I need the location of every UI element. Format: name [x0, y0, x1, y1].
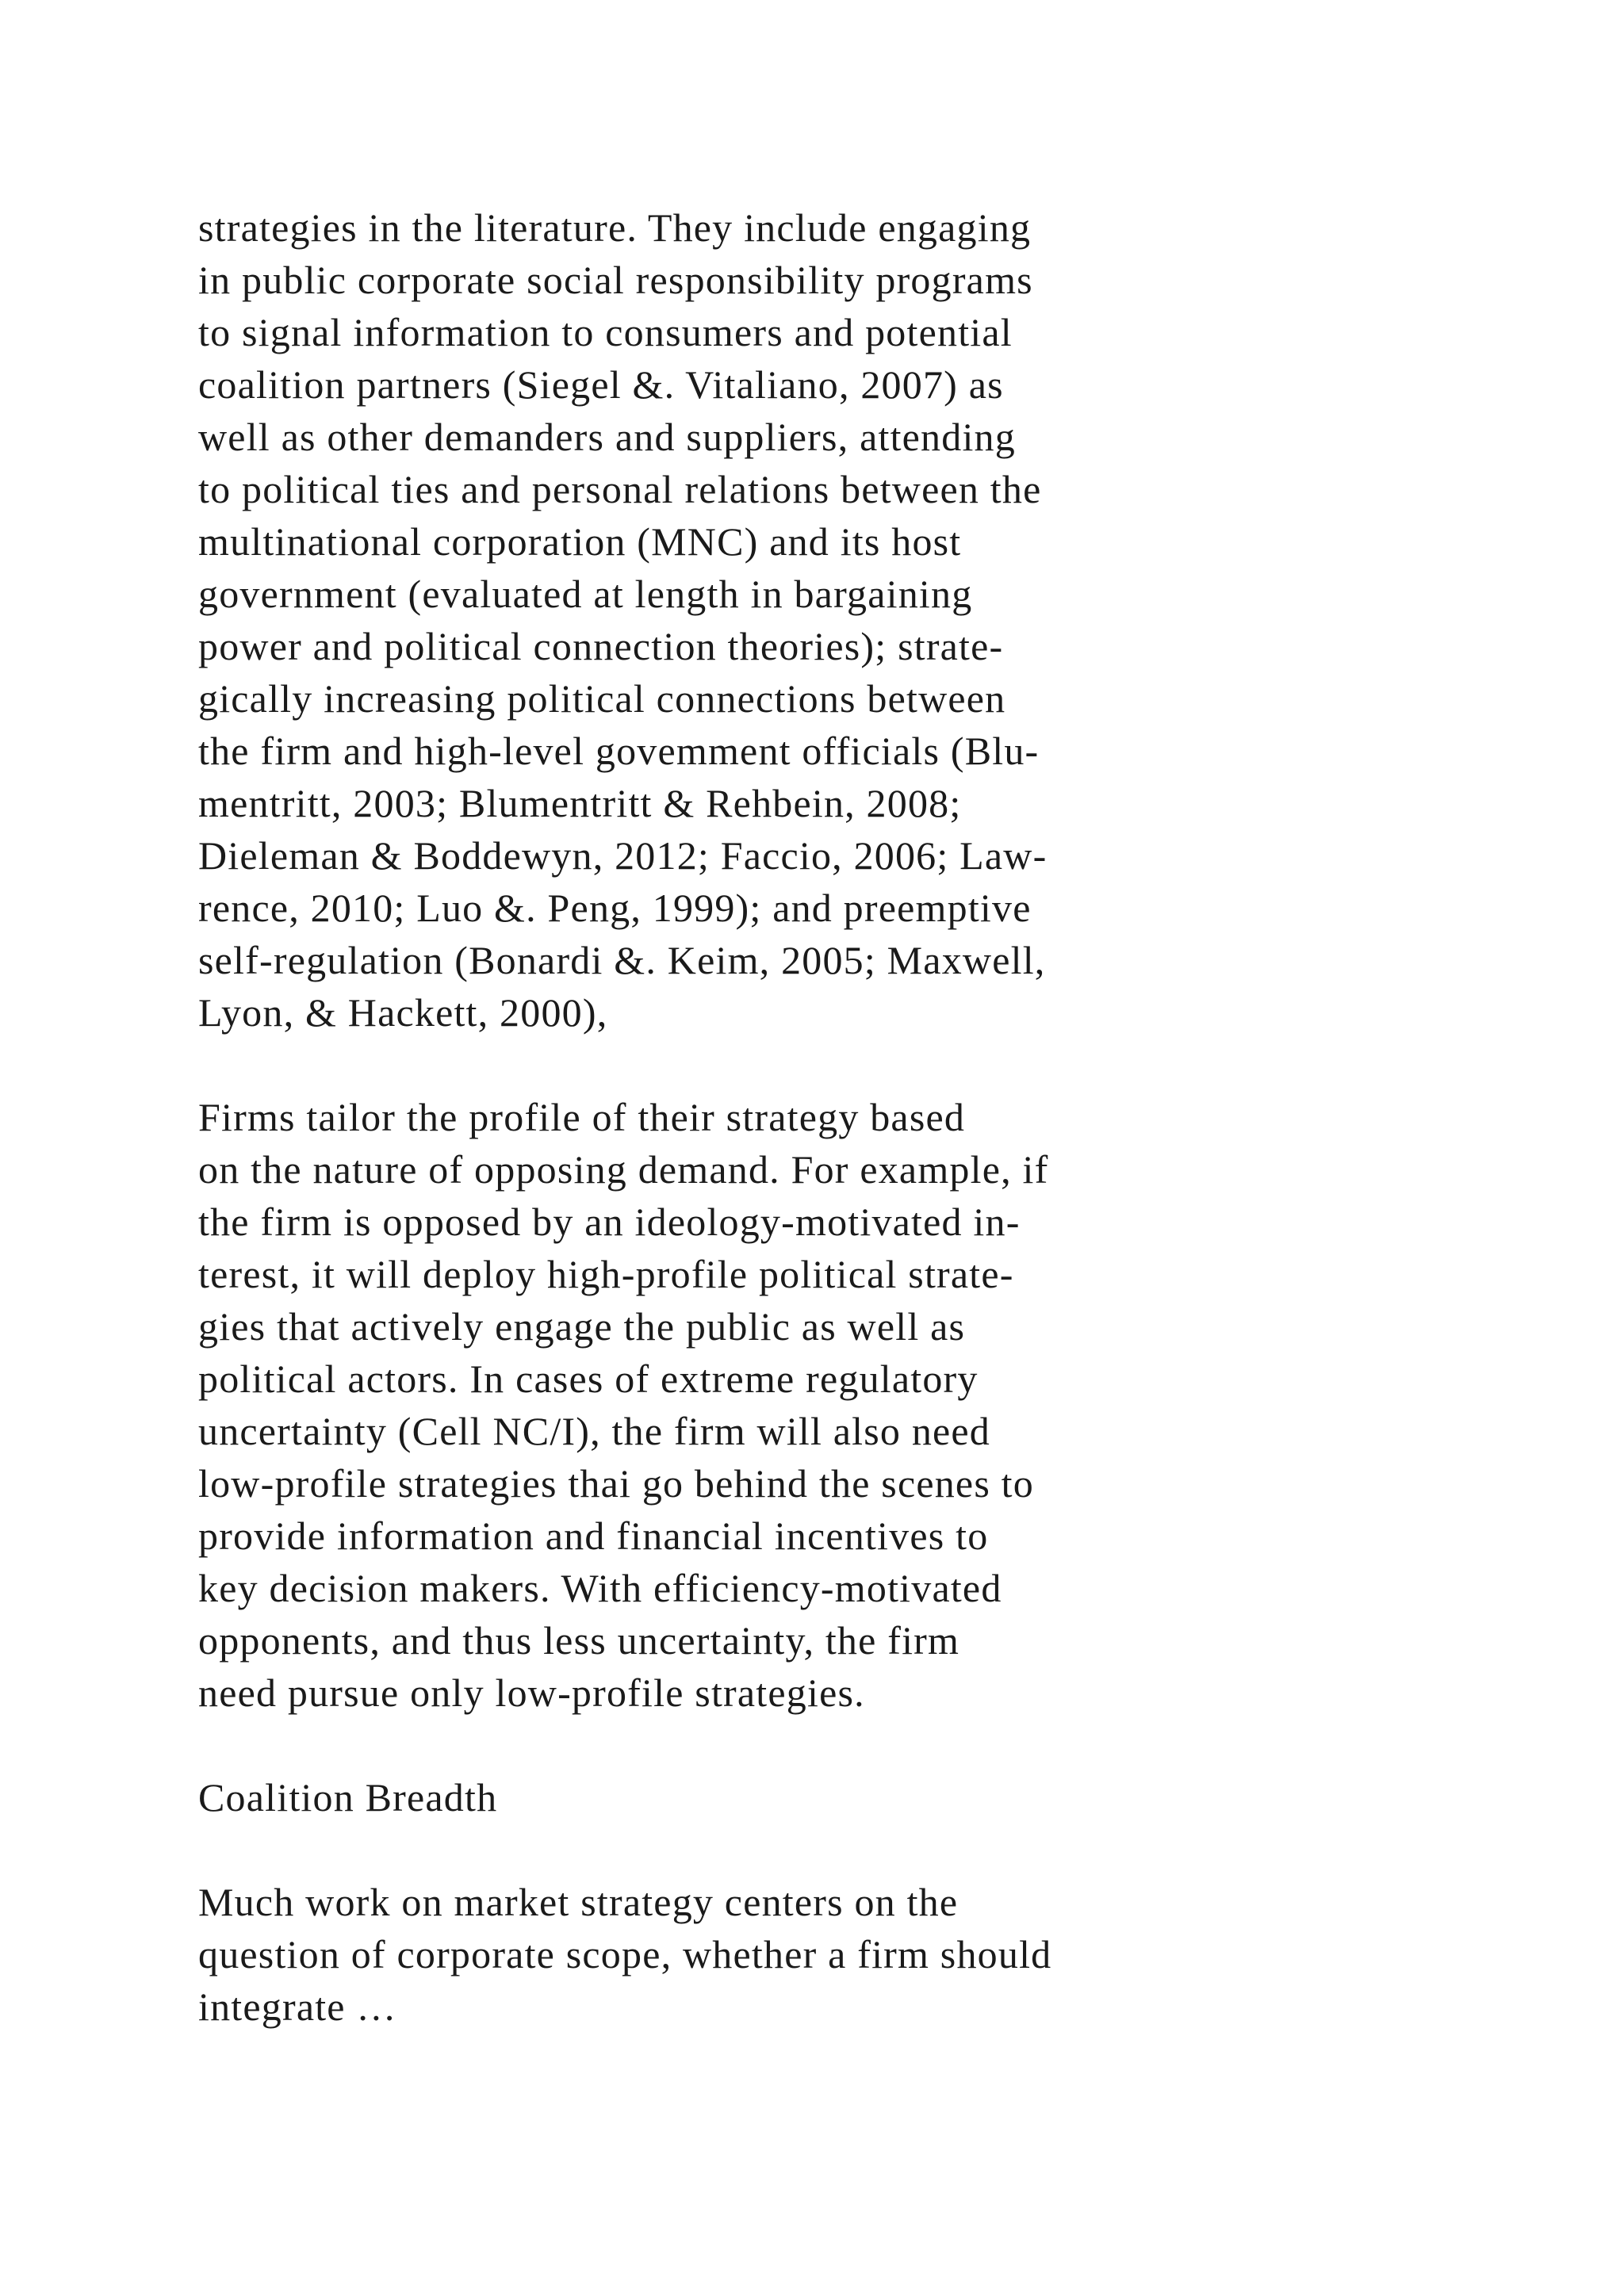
paragraph-3 — [198, 1876, 1435, 2033]
text-line: to signal information to consumers and potential — [198, 310, 1013, 354]
text-line: the firm is opposed by an ideology-motivated in- — [198, 1200, 1021, 1244]
text-line: uncertainty (Cell NC/I), the firm will also need — [198, 1409, 991, 1453]
text-line: on the nature of opposing demand. For example, if — [198, 1147, 1049, 1192]
text-line: strategies in the literature. They include engaging — [198, 205, 1032, 250]
text-line: mentritt, 2003; Blumentritt & Rehbein, 2008; — [198, 781, 962, 825]
text-line: question of corporate scope, whether a firm should — [198, 1932, 1052, 1976]
text-line: gies that actively engage the public as well as — [198, 1304, 966, 1349]
text-line: self-regulation (Bonardi &. Keim, 2005; Maxwell, — [198, 938, 1046, 982]
text-line: Firms tailor the profile of their strategy based — [198, 1095, 966, 1139]
paragraph-1 — [198, 201, 1435, 1039]
paragraph-gap — [198, 1823, 1435, 1876]
text-line: political actors. In cases of extreme regulatory — [198, 1357, 979, 1401]
text-line: provide information and financial incentives to — [198, 1513, 989, 1558]
text-line: the firm and high-level govemment officials (Blu- — [198, 729, 1040, 773]
text-line: government (evaluated at length in bargaining — [198, 572, 973, 616]
text-line: Much work on market strategy centers on the — [198, 1880, 959, 1924]
text-line: low-profile strategies thai go behind the scenes to — [198, 1461, 1034, 1506]
text-line: Lyon, & Hackett, 2000), — [198, 990, 608, 1035]
text-line: need pursue only low-profile strategies. — [198, 1670, 865, 1715]
text-line: multinational corporation (MNC) and its host — [198, 519, 962, 564]
section-heading: Coalition Breadth — [198, 1775, 498, 1820]
text-line: terest, it will deploy high-profile political strate- — [198, 1252, 1014, 1296]
paragraph-2 — [198, 1091, 1435, 1719]
text-line: well as other demanders and suppliers, attending — [198, 415, 1016, 459]
paragraph-gap — [198, 1039, 1435, 1091]
text-line: gically increasing political connections between — [198, 676, 1006, 721]
document-page — [198, 201, 1435, 2033]
text-line: in public corporate social responsibility programs — [198, 258, 1033, 302]
text-line: opponents, and thus less uncertainty, the firm — [198, 1618, 960, 1663]
text-line: key decision makers. With efficiency-motivated — [198, 1566, 1002, 1610]
text-line: integrate … — [198, 1984, 397, 2029]
text-line: to political ties and personal relations between the — [198, 467, 1042, 511]
text-line: rence, 2010; Luo &. Peng, 1999); and preemptive — [198, 886, 1032, 930]
text-line: power and political connection theories); strate- — [198, 624, 1004, 668]
paragraph-gap — [198, 1719, 1435, 1771]
text-line: coalition partners (Siegel &. Vitaliano, 2007) as — [198, 362, 1004, 407]
text-line: Dieleman & Boddewyn, 2012; Faccio, 2006; Law- — [198, 833, 1048, 878]
